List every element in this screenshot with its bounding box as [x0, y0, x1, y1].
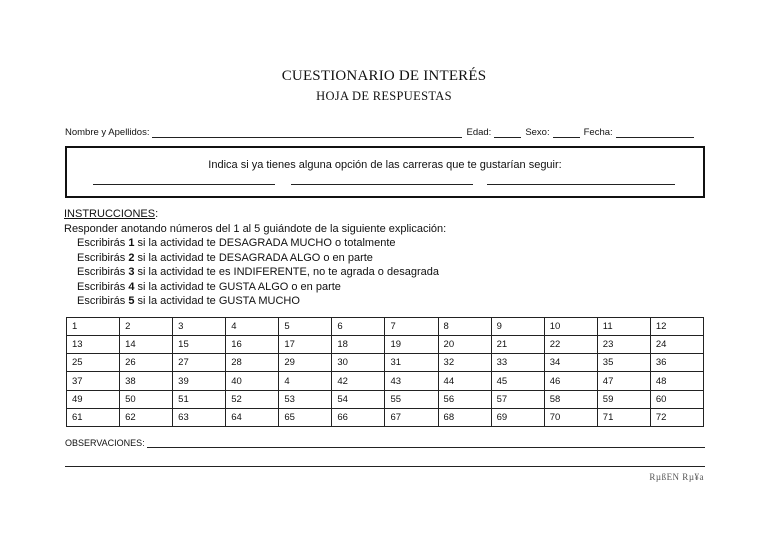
answer-cell[interactable]: 55	[385, 390, 438, 408]
answer-cell[interactable]: 39	[173, 372, 226, 390]
observations-field-line-2[interactable]	[65, 466, 705, 467]
instruction-item: Escribirás 4 si la actividad te GUSTA ALGO o en parte	[77, 280, 341, 293]
answer-cell[interactable]: 61	[67, 408, 120, 426]
author-credit: RµßEN Rµ¥a	[649, 472, 704, 482]
answer-cell[interactable]: 31	[385, 354, 438, 372]
answer-cell[interactable]: 24	[650, 336, 703, 354]
instructions-intro: Responder anotando números del 1 al 5 guiándote de la siguiente explicación:	[64, 222, 447, 235]
career-option-field-2[interactable]	[291, 184, 473, 185]
answer-cell[interactable]: 52	[226, 390, 279, 408]
answer-cell[interactable]: 60	[650, 390, 703, 408]
student-info-row	[65, 124, 705, 138]
age-field[interactable]	[494, 127, 521, 138]
instructions-section	[64, 207, 446, 309]
answer-grid-row	[67, 372, 704, 390]
answer-cell[interactable]: 13	[67, 336, 120, 354]
answer-cell[interactable]: 72	[650, 408, 703, 426]
answer-cell[interactable]: 30	[332, 354, 385, 372]
answer-cell[interactable]: 69	[491, 408, 544, 426]
answer-grid-row	[67, 354, 704, 372]
answer-cell[interactable]: 62	[120, 408, 173, 426]
answer-cell[interactable]: 12	[650, 318, 703, 336]
answer-cell[interactable]: 23	[597, 336, 650, 354]
answer-cell[interactable]: 4	[279, 372, 332, 390]
answer-cell[interactable]: 16	[226, 336, 279, 354]
answer-cell[interactable]: 49	[67, 390, 120, 408]
answer-cell[interactable]: 65	[279, 408, 332, 426]
answer-grid-row	[67, 336, 704, 354]
document-title: CUESTIONARIO DE INTERÉS	[281, 68, 487, 84]
answer-cell[interactable]: 43	[385, 372, 438, 390]
observations-row	[65, 438, 705, 448]
answer-cell[interactable]: 18	[332, 336, 385, 354]
answer-cell[interactable]: 11	[597, 318, 650, 336]
answer-cell[interactable]: 70	[544, 408, 597, 426]
answer-cell[interactable]: 57	[491, 390, 544, 408]
answer-cell[interactable]: 40	[226, 372, 279, 390]
answer-cell[interactable]: 7	[385, 318, 438, 336]
observations-field[interactable]	[147, 438, 705, 448]
answer-cell[interactable]: 35	[597, 354, 650, 372]
career-prompt: Indica si ya tienes alguna opción de las carreras que te gustarían seguir:	[208, 159, 562, 171]
answer-cell[interactable]: 34	[544, 354, 597, 372]
answer-cell[interactable]: 71	[597, 408, 650, 426]
age-label: Edad:	[466, 127, 492, 138]
answer-cell[interactable]: 67	[385, 408, 438, 426]
answer-cell[interactable]: 45	[491, 372, 544, 390]
career-option-field-3[interactable]	[487, 184, 675, 185]
name-field[interactable]	[152, 127, 462, 138]
answer-cell[interactable]: 37	[67, 372, 120, 390]
instruction-item: Escribirás 2 si la actividad te DESAGRADA ALGO o en parte	[77, 251, 373, 264]
answer-cell[interactable]: 4	[226, 318, 279, 336]
answer-cell[interactable]: 20	[438, 336, 491, 354]
answer-cell[interactable]: 42	[332, 372, 385, 390]
answer-cell[interactable]: 28	[226, 354, 279, 372]
answer-cell[interactable]: 22	[544, 336, 597, 354]
document-subtitle: HOJA DE RESPUESTAS	[316, 89, 452, 103]
answer-cell[interactable]: 32	[438, 354, 491, 372]
answer-cell[interactable]: 68	[438, 408, 491, 426]
sex-field[interactable]	[553, 127, 580, 138]
answer-cell[interactable]: 54	[332, 390, 385, 408]
answer-cell[interactable]: 25	[67, 354, 120, 372]
answer-cell[interactable]: 6	[332, 318, 385, 336]
answer-cell[interactable]: 66	[332, 408, 385, 426]
answer-cell[interactable]: 58	[544, 390, 597, 408]
answer-cell[interactable]: 5	[279, 318, 332, 336]
instruction-item: Escribirás 1 si la actividad te DESAGRADA MUCHO o totalmente	[77, 237, 396, 249]
career-options-box	[65, 146, 705, 198]
answer-cell[interactable]: 1	[67, 318, 120, 336]
answer-cell[interactable]: 56	[438, 390, 491, 408]
answer-cell[interactable]: 64	[226, 408, 279, 426]
answer-cell[interactable]: 17	[279, 336, 332, 354]
answer-cell[interactable]: 47	[597, 372, 650, 390]
name-label: Nombre y Apellidos:	[65, 127, 150, 138]
answer-cell[interactable]: 8	[438, 318, 491, 336]
answer-cell[interactable]: 21	[491, 336, 544, 354]
answer-cell[interactable]: 15	[173, 336, 226, 354]
answer-cell[interactable]: 51	[173, 390, 226, 408]
answer-cell[interactable]: 33	[491, 354, 544, 372]
answer-cell[interactable]: 63	[173, 408, 226, 426]
answer-cell[interactable]: 14	[120, 336, 173, 354]
answer-cell[interactable]: 59	[597, 390, 650, 408]
answer-grid-row	[67, 318, 704, 336]
instruction-item: Escribirás 5 si la actividad te GUSTA MUCHO	[77, 295, 300, 307]
instructions-heading: INSTRUCCIONES:	[64, 208, 159, 220]
answer-grid-row	[67, 390, 704, 408]
date-field[interactable]	[616, 127, 694, 138]
answer-grid	[66, 317, 704, 427]
answer-grid-row	[67, 408, 704, 426]
answer-cell[interactable]: 19	[385, 336, 438, 354]
answer-cell[interactable]: 44	[438, 372, 491, 390]
answer-cell[interactable]: 48	[650, 372, 703, 390]
answer-cell[interactable]: 9	[491, 318, 544, 336]
answer-cell[interactable]: 53	[279, 390, 332, 408]
answer-cell[interactable]: 10	[544, 318, 597, 336]
answer-cell[interactable]: 26	[120, 354, 173, 372]
answer-cell[interactable]: 2	[120, 318, 173, 336]
instruction-item: Escribirás 3 si la actividad te es INDIFERENTE, no te agrada o desagrada	[77, 266, 439, 278]
answer-cell[interactable]: 50	[120, 390, 173, 408]
answer-cell[interactable]: 46	[544, 372, 597, 390]
answer-cell[interactable]: 3	[173, 318, 226, 336]
answer-cell[interactable]: 29	[279, 354, 332, 372]
answer-cell[interactable]: 27	[173, 354, 226, 372]
answer-cell[interactable]: 38	[120, 372, 173, 390]
observations-label: OBSERVACIONES:	[65, 438, 145, 448]
sex-label: Sexo:	[525, 127, 550, 138]
career-option-field-1[interactable]	[93, 184, 275, 185]
date-label: Fecha:	[583, 127, 613, 138]
answer-cell[interactable]: 36	[650, 354, 703, 372]
